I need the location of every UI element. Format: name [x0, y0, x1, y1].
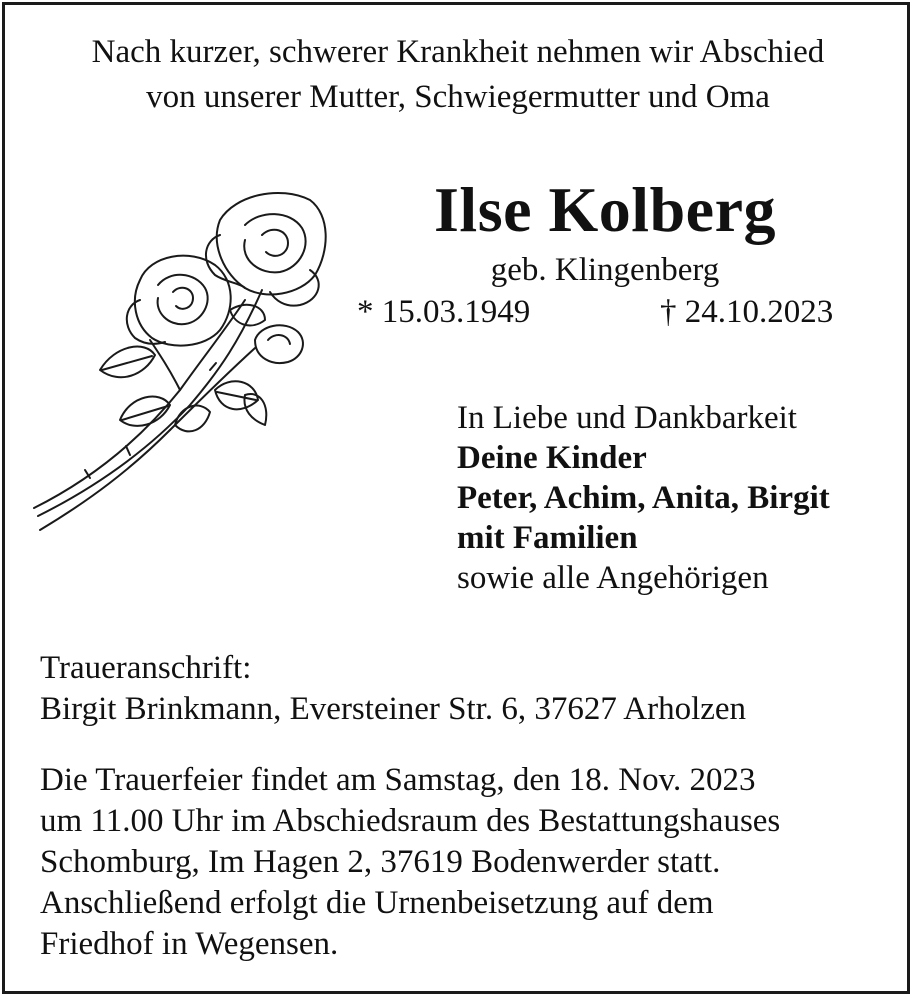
intro-line-1: Nach kurzer, schwerer Krankheit nehmen wir Abschied: [91, 34, 825, 70]
family-line-4: mit Familien: [457, 520, 638, 556]
ceremony-line-3: Schomburg, Im Hagen 2, 37619 Bodenwerder statt.: [40, 844, 721, 880]
ceremony-line-4: Anschließend erfolgt die Urnenbeisetzung auf dem: [40, 885, 714, 921]
intro-line-2: von unserer Mutter, Schwiegermutter und Oma: [146, 79, 770, 115]
deceased-name: Ilse Kolberg: [434, 174, 776, 245]
ceremony-line-1: Die Trauerfeier findet am Samstag, den 18. Nov. 2023: [40, 762, 756, 798]
ceremony-text: [40, 760, 780, 965]
roses-icon: [30, 180, 340, 550]
address-value: Birgit Brinkmann, Eversteiner Str. 6, 37627 Arholzen: [40, 691, 747, 727]
family-line-1: In Liebe und Dankbarkeit: [457, 400, 797, 436]
family-line-2: Deine Kinder: [457, 440, 647, 476]
mourning-address: [40, 648, 746, 730]
ceremony-line-5: Friedhof in Wegensen.: [40, 926, 339, 962]
intro-text: [0, 30, 916, 120]
family-signature: [457, 398, 830, 598]
birth-date: * 15.03.1949: [357, 294, 531, 330]
death-date: † 24.10.2023: [660, 294, 834, 330]
ceremony-line-2: um 11.00 Uhr im Abschiedsraum des Bestattungshauses: [40, 803, 781, 839]
maiden-name: geb. Klingenberg: [490, 252, 720, 288]
family-line-5: sowie alle Angehörigen: [457, 560, 769, 596]
address-label: Traueranschrift:: [40, 650, 252, 686]
family-line-3: Peter, Achim, Anita, Birgit: [457, 480, 830, 516]
